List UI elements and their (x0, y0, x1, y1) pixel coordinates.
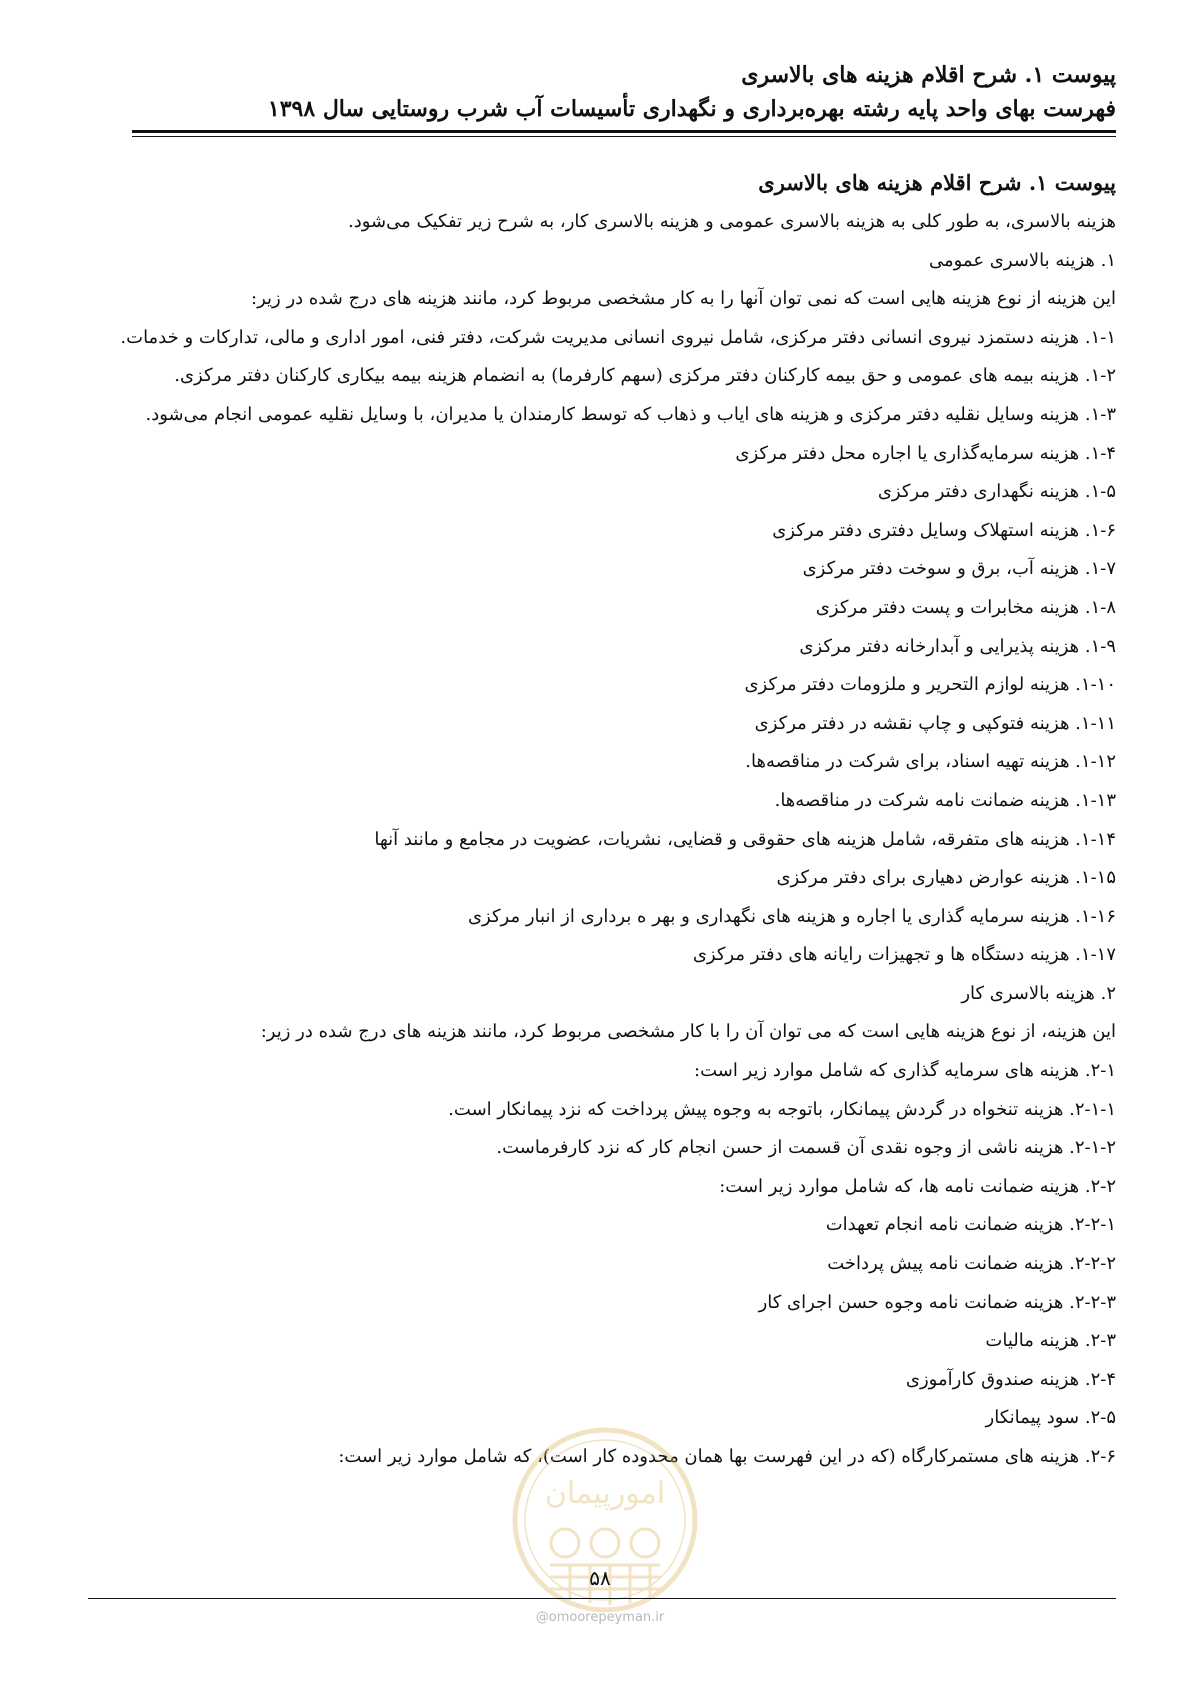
body-line: ۱-۱۴. هزینه های متفرقه، شامل هزینه های حقوقی و قضایی، نشریات، عضویت در مجامع و مانند آنها (374, 828, 1116, 850)
watermark-logo-lettering: امورپیمان (544, 1476, 666, 1511)
body-line: هزینه بالاسری، به طور کلی به هزینه بالاسری عمومی و هزینه بالاسری کار، به شرح زیر تفکیک می‌شود. (347, 211, 1116, 232)
body-line: ۱-۱۰. هزینه لوازم التحریر و ملزومات دفتر مرکزی (744, 674, 1116, 696)
body-line: ۱-۹. هزینه پذیرایی و آبدارخانه دفتر مرکزی (799, 635, 1116, 657)
body-line: ۲-۲-۲. هزینه ضمانت نامه پیش پرداخت (827, 1253, 1116, 1275)
body-line: ۱-۱۵. هزینه عوارض دهیاری برای دفتر مرکزی (776, 867, 1116, 889)
body-line: ۱-۵. هزینه نگهداری دفتر مرکزی (877, 481, 1116, 503)
footer-website: @omoorepeyman.ir (535, 1610, 665, 1625)
body-line: ۲-۲. هزینه ضمانت نامه ها، که شامل موارد زیر است: (719, 1175, 1116, 1197)
body-line: ۲-۵. سود پیمانکار (985, 1407, 1116, 1429)
body-line: ۱-۷. هزینه آب، برق و سوخت دفتر مرکزی (802, 558, 1116, 580)
body-line: این هزینه از نوع هزینه هایی است که نمی توان آنها را به کار مشخصی مربوط کرد، مانند هزینه های درج شده در زیر: (251, 288, 1116, 310)
header-appendix-title: پیوست ۱. شرح اقلام هزینه های بالاسری (741, 62, 1116, 88)
document-body (120, 165, 1116, 1477)
body-line: ۲-۲-۱. هزینه ضمانت نامه انجام تعهدات (825, 1214, 1116, 1236)
body-line: ۲-۲-۳. هزینه ضمانت نامه وجوه حسن اجرای کار (758, 1291, 1116, 1313)
body-line: ۱-۱. هزینه دستمزد نیروی انسانی دفتر مرکزی، شامل نیروی انسانی مدیریت شرکت، دفتر فنی، امور اداری و مالی، تدارکات و خدمات. (120, 326, 1116, 348)
body-line: ۲-۱-۱. هزینه تنخواه در گردش پیمانکار، باتوجه به وجوه پیش پرداخت که نزد پیمانکار است. (448, 1098, 1116, 1120)
body-line: ۲-۳. هزینه مالیات (985, 1330, 1116, 1352)
body-line: ۱-۱۱. هزینه فتوکپی و چاپ نقشه در دفتر مرکزی (754, 712, 1116, 734)
body-lines (120, 203, 1116, 1477)
body-line: ۱-۴. هزینه سرمایه‌گذاری یا اجاره محل دفتر مرکزی (735, 442, 1116, 464)
header-rule-thick (132, 130, 1116, 133)
body-line: ۱-۸. هزینه مخابرات و پست دفتر مرکزی (815, 596, 1116, 618)
page-number: ۵۸ (589, 1566, 611, 1590)
header-rule-thin (132, 136, 1116, 137)
body-line: ۲-۱. هزینه های سرمایه گذاری که شامل موارد زیر است: (694, 1060, 1116, 1082)
section-title: پیوست ۱. شرح اقلام هزینه های بالاسری (758, 170, 1116, 195)
header-document-title: فهرست بهای واحد پایه رشته بهره‌برداری و نگهداری تأسیسات آب شرب روستایی سال ۱۳۹۸ (267, 96, 1116, 122)
running-header (132, 58, 1116, 126)
body-line: ۲-۴. هزینه صندوق کارآموزی (905, 1368, 1116, 1390)
body-line: ۱-۱۲. هزینه تهیه اسناد، برای شرکت در مناقصه‌ها. (745, 751, 1116, 773)
body-line: ۱-۱۶. هزینه سرمایه گذاری یا اجاره و هزینه های نگهداری و بهر ه برداری از انبار مرکزی (467, 905, 1116, 927)
body-line: ۱-۳. هزینه وسایل نقلیه دفتر مرکزی و هزینه های ایاب و ذهاب که توسط کارمندان یا مدیران، با وسایل نقلیه عمومی انجام می‌شود. (145, 403, 1116, 425)
body-line: ۲-۶. هزینه های مستمرکارگاه (که در این فهرست بها همان محدوده کار است)، که شامل موارد زیر است: (338, 1446, 1116, 1467)
body-line: ۲-۱-۲. هزینه ناشی از وجوه نقدی آن قسمت از حسن انجام کار که نزد کارفرماست. (496, 1137, 1116, 1159)
body-line: ۱. هزینه بالاسری عمومی (928, 249, 1116, 271)
body-line: ۱-۲. هزینه بیمه های عمومی و حق بیمه کارکنان دفتر مرکزی (سهم کارفرما) به انضمام هزینه بیمه بیکاری کارکنان دفتر مرکزی. (174, 365, 1116, 387)
body-line: این هزینه، از نوع هزینه هایی است که می توان آن را با کار مشخصی مربوط کرد، مانند هزینه های درج شده در زیر: (260, 1021, 1116, 1043)
body-line: ۱-۶. هزینه استهلاک وسایل دفتری دفتر مرکزی (772, 519, 1116, 541)
body-line: ۱-۱۳. هزینه ضمانت نامه شرکت در مناقصه‌ها. (774, 789, 1116, 811)
footer-rule (88, 1598, 1116, 1599)
body-line: ۲. هزینه بالاسری کار (961, 982, 1116, 1004)
body-line: ۱-۱۷. هزینه دستگاه ها و تجهیزات رایانه های دفتر مرکزی (692, 944, 1116, 966)
